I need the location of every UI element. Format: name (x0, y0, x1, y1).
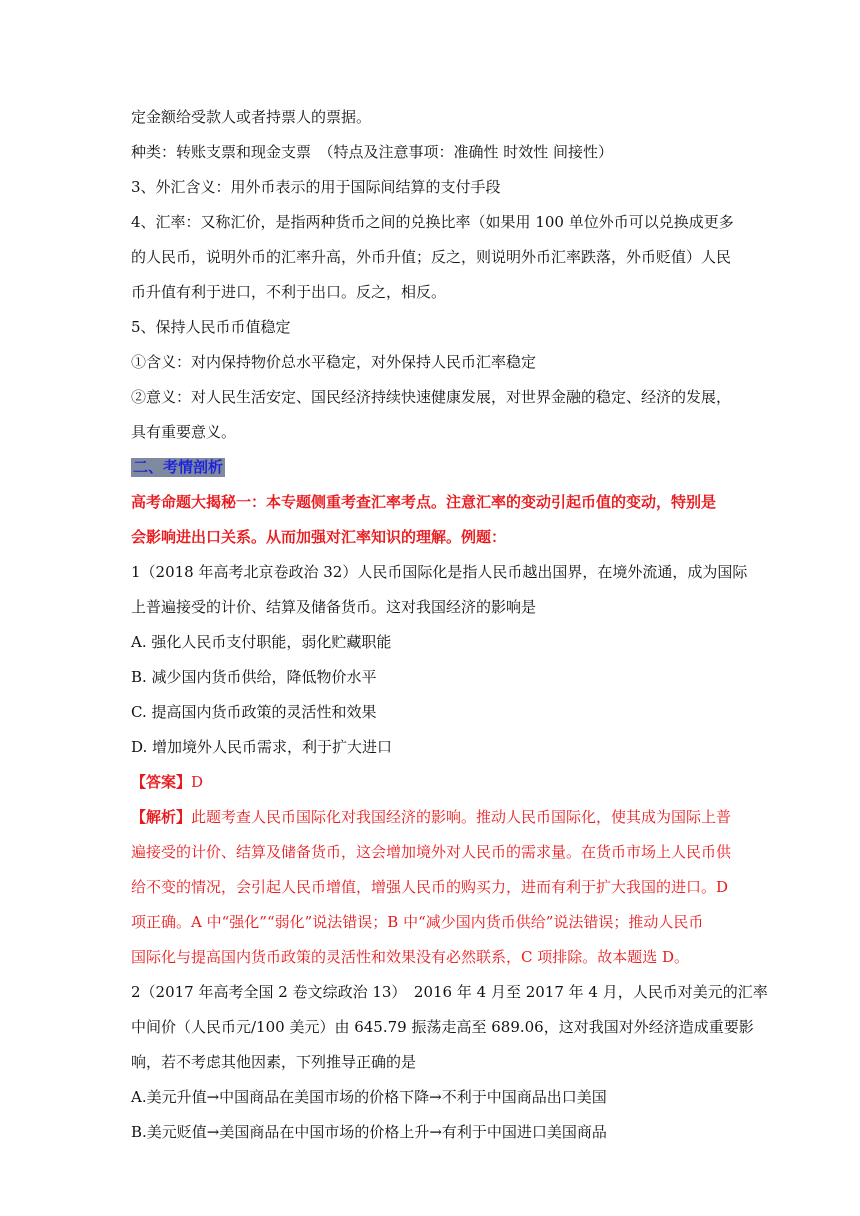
answer-line (131, 773, 732, 792)
option-a: A. 强化人民币支付职能，弱化贮藏职能 (131, 633, 392, 651)
intro-line: 高考命题大揭秘一：本专题侧重考查汇率考点。注意汇率的变动引起币值的变动，特别是 (131, 493, 717, 511)
answer-value: D (191, 773, 204, 791)
analysis-text: 此题考查人民币国际化对我国经济的影响。推动人民币国际化，使其成为国际上普 (191, 808, 732, 826)
text-line: 具有重要意义。 (131, 423, 237, 441)
text-line: 定金额给受款人或者持票人的票据。 (131, 108, 372, 126)
option-c: C. 提高国内货币政策的灵活性和效果 (131, 703, 377, 721)
question-stem: 上普遍接受的计价、结算及储备货币。这对我国经济的影响是 (131, 598, 537, 616)
option-b: B.美元贬值→美国商品在中国市场的价格上升→有利于中国进口美国商品 (131, 1123, 607, 1141)
question-stem: 中间价（人民币元/100 美元）由 645.79 振荡走高至 689.06，这对我国对外经济造成重要影 (131, 1018, 754, 1036)
analysis-line: 国际化与提高国内货币政策的灵活性和效果没有必然联系，C 项排除。故本题选 D。 (131, 948, 690, 966)
text-line: 3、外汇含义：用外币表示的用于国际间结算的支付手段 (131, 178, 501, 196)
analysis-line: 项正确。A 中“强化”“弱化”说法错误；B 中“减少国内货币供给”说法错误；推动人民币 (131, 913, 704, 931)
text-line: 币升值有利于进口，不利于出口。反之，相反。 (131, 283, 447, 301)
option-a: A.美元升值→中国商品在美国市场的价格下降→不利于中国商品出口美国 (131, 1088, 607, 1106)
text-line: 的人民币，说明外币的汇率升高，外币升值；反之，则说明外币汇率跌落，外币贬值）人民 (131, 248, 732, 266)
text-line: 5、保持人民币币值稳定 (131, 318, 291, 336)
intro-line: 会影响进出口关系。从而加强对汇率知识的理解。例题： (131, 528, 507, 546)
section-heading: 二、考情剖析 (133, 458, 224, 476)
analysis-line: 遍接受的计价、结算及储备货币，这会增加境外对人民币的需求量。在货币市场上人民币供 (131, 843, 732, 861)
analysis-line (131, 808, 732, 827)
text-line: ①含义：对内保持物价总水平稳定，对外保持人民币汇率稳定 (131, 353, 537, 371)
question-stem: 响，若不考虑其他因素，下列推导正确的是 (131, 1053, 417, 1071)
analysis-line: 给不变的情况，会引起人民币增值，增强人民币的购买力，进而有利于扩大我国的进口。D (131, 878, 729, 896)
text-line: 4、汇率：又称汇价，是指两种货币之间的兑换比率（如果用 100 单位外币可以兑换成更多 (131, 213, 734, 231)
section-heading-line (131, 458, 732, 477)
question-stem: 2（2017 年高考全国 2 卷文综政治 13） 2016 年 4 月至 2017 年 4 月，人民币对美元的汇率 (131, 983, 768, 1001)
answer-label: 【答案】 (131, 773, 192, 791)
question-stem: 1（2018 年高考北京卷政治 32）人民币国际化是指人民币越出国界，在境外流通，成为国际 (131, 563, 748, 581)
option-d: D. 增加境外人民币需求，利于扩大进口 (131, 738, 393, 756)
option-b: B. 减少国内货币供给，降低物价水平 (131, 668, 377, 686)
text-line: 种类：转账支票和现金支票 （特点及注意事项：准确性 时效性 间接性） (131, 143, 614, 161)
text-line: ②意义：对人民生活安定、国民经济持续快速健康发展，对世界金融的稳定、经济的发展， (131, 388, 732, 406)
analysis-label: 【解析】 (131, 808, 192, 826)
